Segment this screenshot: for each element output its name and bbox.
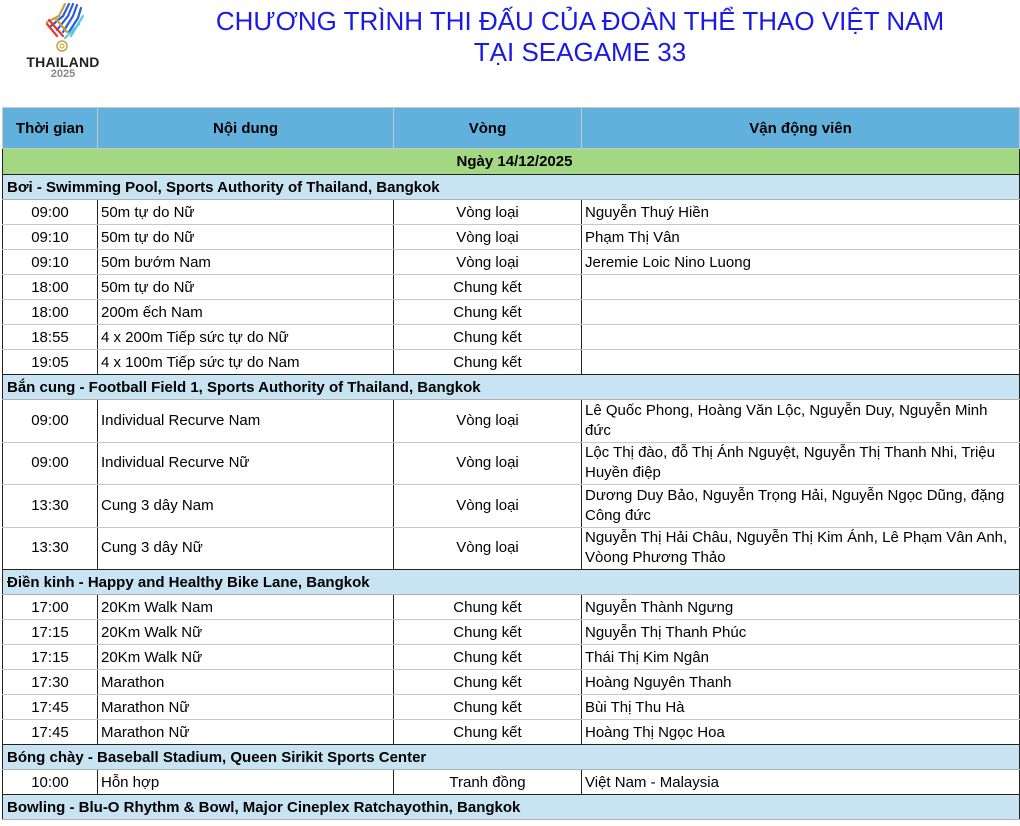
table-row (3, 325, 1020, 350)
cell-event: Cung 3 dây Nam (98, 485, 394, 528)
cell-time: 17:00 (3, 595, 98, 620)
section-row-bowling (3, 795, 1020, 820)
cell-athletes: Hoàng Nguyên Thanh (582, 670, 1020, 695)
cell-round: Vòng loại (394, 527, 582, 570)
cell-time: 09:10 (3, 225, 98, 250)
cell-athletes: Nguyễn Thị Hải Châu, Nguyễn Thị Kim Ánh, Lê Phạm Vân Anh, Vòong Phương Thảo (582, 527, 1020, 570)
cell-time: 09:00 (3, 400, 98, 443)
cell-time: 10:00 (3, 770, 98, 795)
table-row (3, 645, 1020, 670)
section-title: Bóng chày - Baseball Stadium, Queen Sirikit Sports Center (3, 745, 1020, 770)
table-row (3, 620, 1020, 645)
cell-athletes: Jeremie Loic Nino Luong (582, 250, 1020, 275)
cell-athletes: Nguyễn Thị Thanh Phúc (582, 620, 1020, 645)
section-row-athletics (3, 570, 1020, 595)
cell-event: Individual Recurve Nữ (98, 442, 394, 485)
cell-athletes: Hoàng Thị Ngọc Hoa (582, 720, 1020, 745)
cell-event: 200m ếch Nam (98, 300, 394, 325)
cell-time: 17:15 (3, 645, 98, 670)
cell-time: 17:45 (3, 695, 98, 720)
date-label: Ngày 14/12/2025 (3, 149, 1020, 175)
cell-round: Chung kết (394, 620, 582, 645)
cell-athletes: Nguyễn Thành Ngưng (582, 595, 1020, 620)
cell-round: Chung kết (394, 300, 582, 325)
cell-round: Chung kết (394, 695, 582, 720)
cell-round: Vòng loại (394, 250, 582, 275)
cell-round: Vòng loại (394, 485, 582, 528)
cell-round: Chung kết (394, 595, 582, 620)
table-row (3, 350, 1020, 375)
sea-games-2025-logo-icon (35, 2, 91, 52)
cell-round: Chung kết (394, 645, 582, 670)
cell-event: 4 x 200m Tiếp sức tự do Nữ (98, 325, 394, 350)
cell-time: 18:00 (3, 300, 98, 325)
section-title: Điền kinh - Happy and Healthy Bike Lane, Bangkok (3, 570, 1020, 595)
table-row (3, 200, 1020, 225)
logo-year-text: 2025 (50, 68, 76, 80)
cell-athletes (582, 275, 1020, 300)
section-title: Bơi - Swimming Pool, Sports Authority of Thailand, Bangkok (3, 175, 1020, 200)
cell-event: 20Km Walk Nữ (98, 620, 394, 645)
table-row (3, 527, 1020, 570)
cell-round: Vòng loại (394, 200, 582, 225)
table-row (3, 485, 1020, 528)
cell-event: 50m tự do Nữ (98, 200, 394, 225)
table-row (3, 595, 1020, 620)
table-row (3, 670, 1020, 695)
cell-athletes: Thái Thị Kim Ngân (582, 645, 1020, 670)
page-title-line1: CHƯƠNG TRÌNH THI ĐẤU CỦA ĐOÀN THỂ THAO VIỆT NAM (215, 6, 945, 36)
table-row (3, 225, 1020, 250)
cell-event: 50m tự do Nữ (98, 275, 394, 300)
logo-country-text: THAILAND (26, 54, 100, 70)
cell-round: Vòng loại (394, 400, 582, 443)
cell-event: 50m bướm Nam (98, 250, 394, 275)
cell-time: 17:45 (3, 720, 98, 745)
cell-round: Vòng loại (394, 225, 582, 250)
cell-time: 19:05 (3, 350, 98, 375)
table-header-row (3, 108, 1020, 149)
cell-time: 17:30 (3, 670, 98, 695)
cell-time: 17:15 (3, 620, 98, 645)
column-header-athletes: Vận động viên (582, 108, 1020, 149)
section-title: Bắn cung - Football Field 1, Sports Authority of Thailand, Bangkok (3, 375, 1020, 400)
cell-event: 20Km Walk Nam (98, 595, 394, 620)
cell-athletes: Dương Duy Bảo, Nguyễn Trọng Hải, Nguyễn Ngọc Dũng, đặng Công đức (582, 485, 1020, 528)
cell-round: Chung kết (394, 720, 582, 745)
cell-athletes: Phạm Thị Vân (582, 225, 1020, 250)
table-row (3, 250, 1020, 275)
section-row-archery (3, 375, 1020, 400)
cell-athletes: Việt Nam - Malaysia (582, 770, 1020, 795)
cell-event: Marathon (98, 670, 394, 695)
cell-time: 18:00 (3, 275, 98, 300)
column-header-event: Nội dung (98, 108, 394, 149)
cell-round: Chung kết (394, 275, 582, 300)
table-row (3, 442, 1020, 485)
cell-round: Chung kết (394, 670, 582, 695)
cell-athletes: Bùi Thị Thu Hà (582, 695, 1020, 720)
cell-round: Tranh đồng (394, 770, 582, 795)
cell-athletes (582, 300, 1020, 325)
table-row (3, 720, 1020, 745)
cell-round: Chung kết (394, 325, 582, 350)
cell-round: Chung kết (394, 350, 582, 375)
page-title-line2: TẠI SEAGAME 33 (473, 37, 687, 67)
cell-athletes: Nguyễn Thuý Hiền (582, 200, 1020, 225)
cell-event: Marathon Nữ (98, 695, 394, 720)
section-row-swimming (3, 175, 1020, 200)
cell-event: Hỗn hợp (98, 770, 394, 795)
cell-athletes: Lộc Thị đào, đỗ Thị Ánh Nguyệt, Nguyễn Thị Thanh Nhi, Triệu Huyền điệp (582, 442, 1020, 485)
cell-event: 20Km Walk Nữ (98, 645, 394, 670)
date-row (3, 149, 1020, 175)
table-row (3, 695, 1020, 720)
cell-event: 50m tự do Nữ (98, 225, 394, 250)
cell-athletes (582, 350, 1020, 375)
section-title: Bowling - Blu-O Rhythm & Bowl, Major Cineplex Ratchayothin, Bangkok (3, 795, 1020, 820)
sea-games-logo (18, 2, 108, 84)
cell-time: 13:30 (3, 527, 98, 570)
cell-event: Marathon Nữ (98, 720, 394, 745)
table-row (3, 400, 1020, 443)
schedule-table (2, 107, 1020, 820)
cell-athletes (582, 325, 1020, 350)
cell-time: 09:00 (3, 442, 98, 485)
table-row (3, 300, 1020, 325)
cell-event: Individual Recurve Nam (98, 400, 394, 443)
cell-round: Vòng loại (394, 442, 582, 485)
column-header-round: Vòng (394, 108, 582, 149)
column-header-time: Thời gian (3, 108, 98, 149)
cell-time: 13:30 (3, 485, 98, 528)
section-row-baseball (3, 745, 1020, 770)
cell-event: 4 x 100m Tiếp sức tự do Nam (98, 350, 394, 375)
table-row (3, 275, 1020, 300)
table-row (3, 770, 1020, 795)
cell-event: Cung 3 dây Nữ (98, 527, 394, 570)
cell-athletes: Lê Quốc Phong, Hoàng Văn Lộc, Nguyễn Duy, Nguyễn Minh đức (582, 400, 1020, 443)
cell-time: 18:55 (3, 325, 98, 350)
cell-time: 09:00 (3, 200, 98, 225)
cell-time: 09:10 (3, 250, 98, 275)
